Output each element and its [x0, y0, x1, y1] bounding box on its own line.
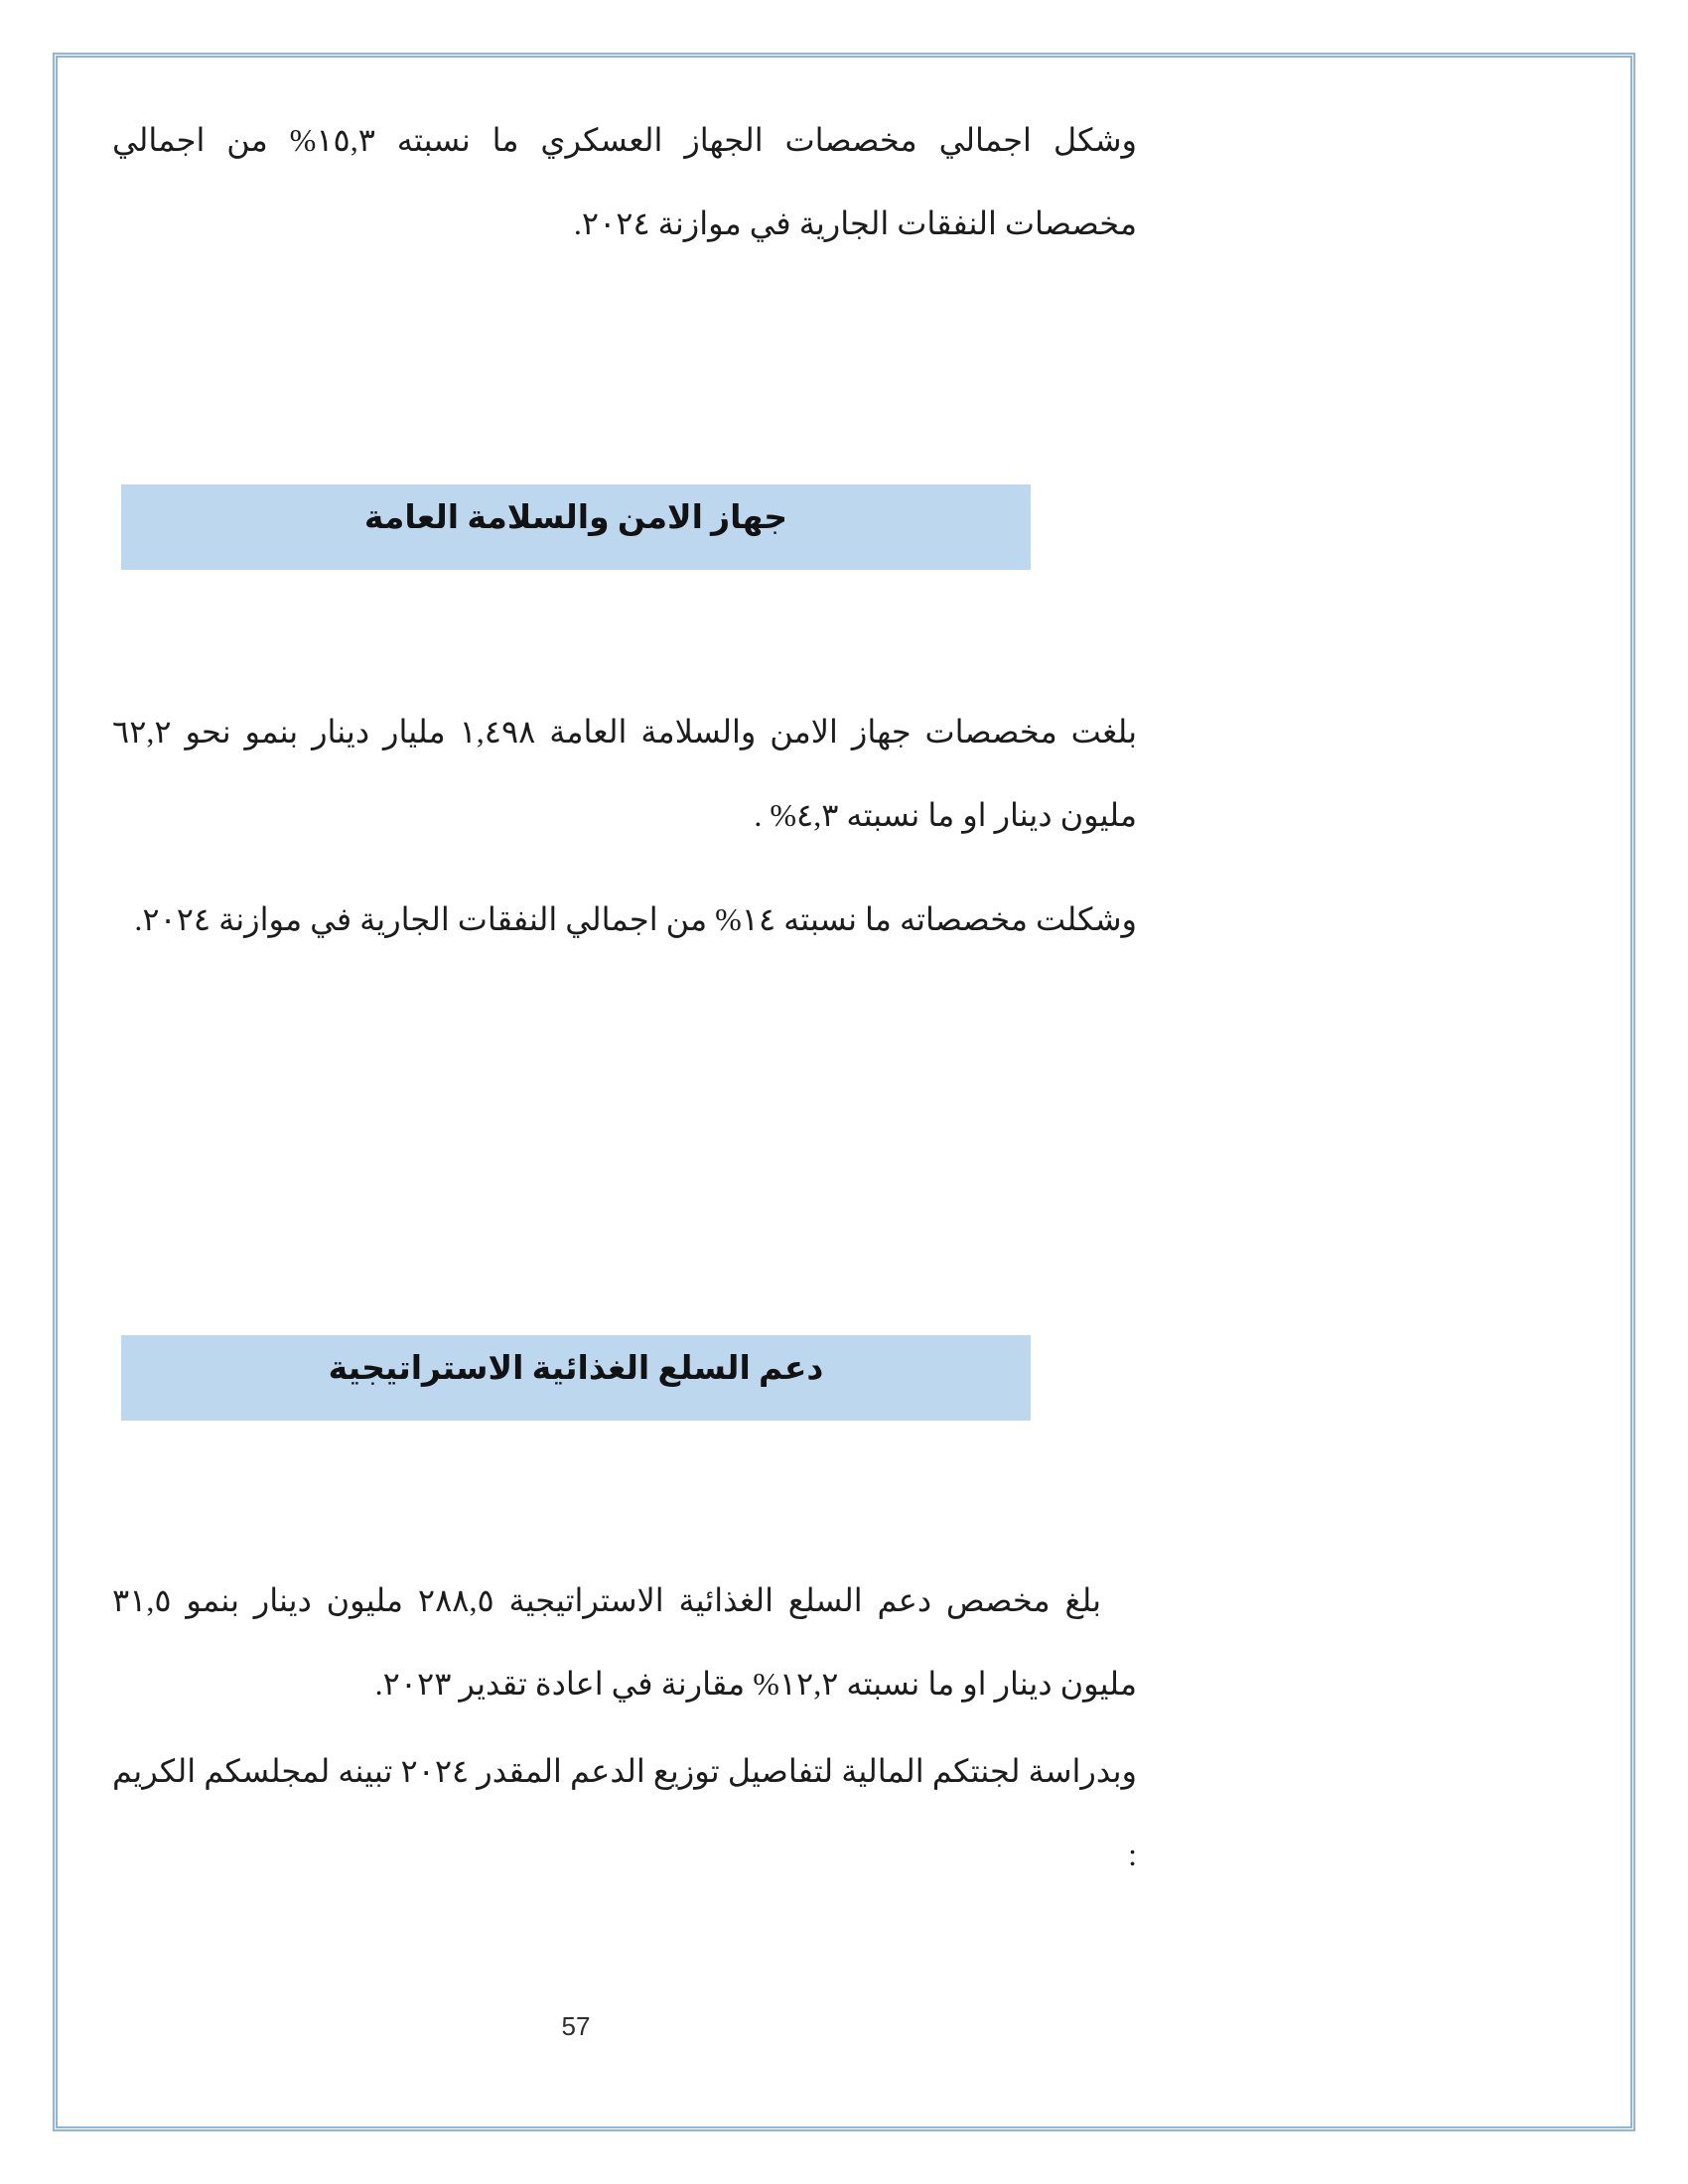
heading-strategic-food-subsidy-text: دعم السلع الغذائية الاستراتيجية: [328, 1351, 824, 1387]
page-number: 57: [561, 2011, 591, 2041]
paragraph-food-subsidy-allocations: بلغ مخصص دعم السلع الغذائية الاستراتيجية ٢٨٨,٥ مليون دينار بنمو ٣١,٥ مليون دينار او ما نسبته ١٢,٢% مقارنة في اعادة تقدير ٢٠٢٣.: [112, 1582, 1137, 1702]
heading-strategic-food-subsidy: [121, 1335, 1031, 1421]
paragraph-committee-study: وبدراسة لجنتكم المالية لتفاصيل توزيع الدعم المقدر ٢٠٢٤ تبينه لمجلسكم الكريم :: [112, 1753, 1137, 1872]
paragraph-security-allocations: بلغت مخصصات جهاز الامن والسلامة العامة ١,٤٩٨ مليار دينار بنمو نحو ٦٢,٢ مليون دينار او ما نسبته ٤,٣% .: [112, 714, 1138, 833]
heading-security-safety-agency: [121, 484, 1031, 570]
paragraph-security-share: وشكلت مخصصاته ما نسبته ١٤% من اجمالي النفقات الجارية في موازنة ٢٠٢٤.: [134, 901, 1137, 937]
paragraph-military-share: وشكل اجمالي مخصصات الجهاز العسكري ما نسبته ١٥,٣% من اجمالي مخصصات النفقات الجارية في موازنة ٢٠٢٤.: [112, 122, 1138, 241]
heading-security-safety-agency-text: جهاز الامن والسلامة العامة: [363, 500, 788, 536]
